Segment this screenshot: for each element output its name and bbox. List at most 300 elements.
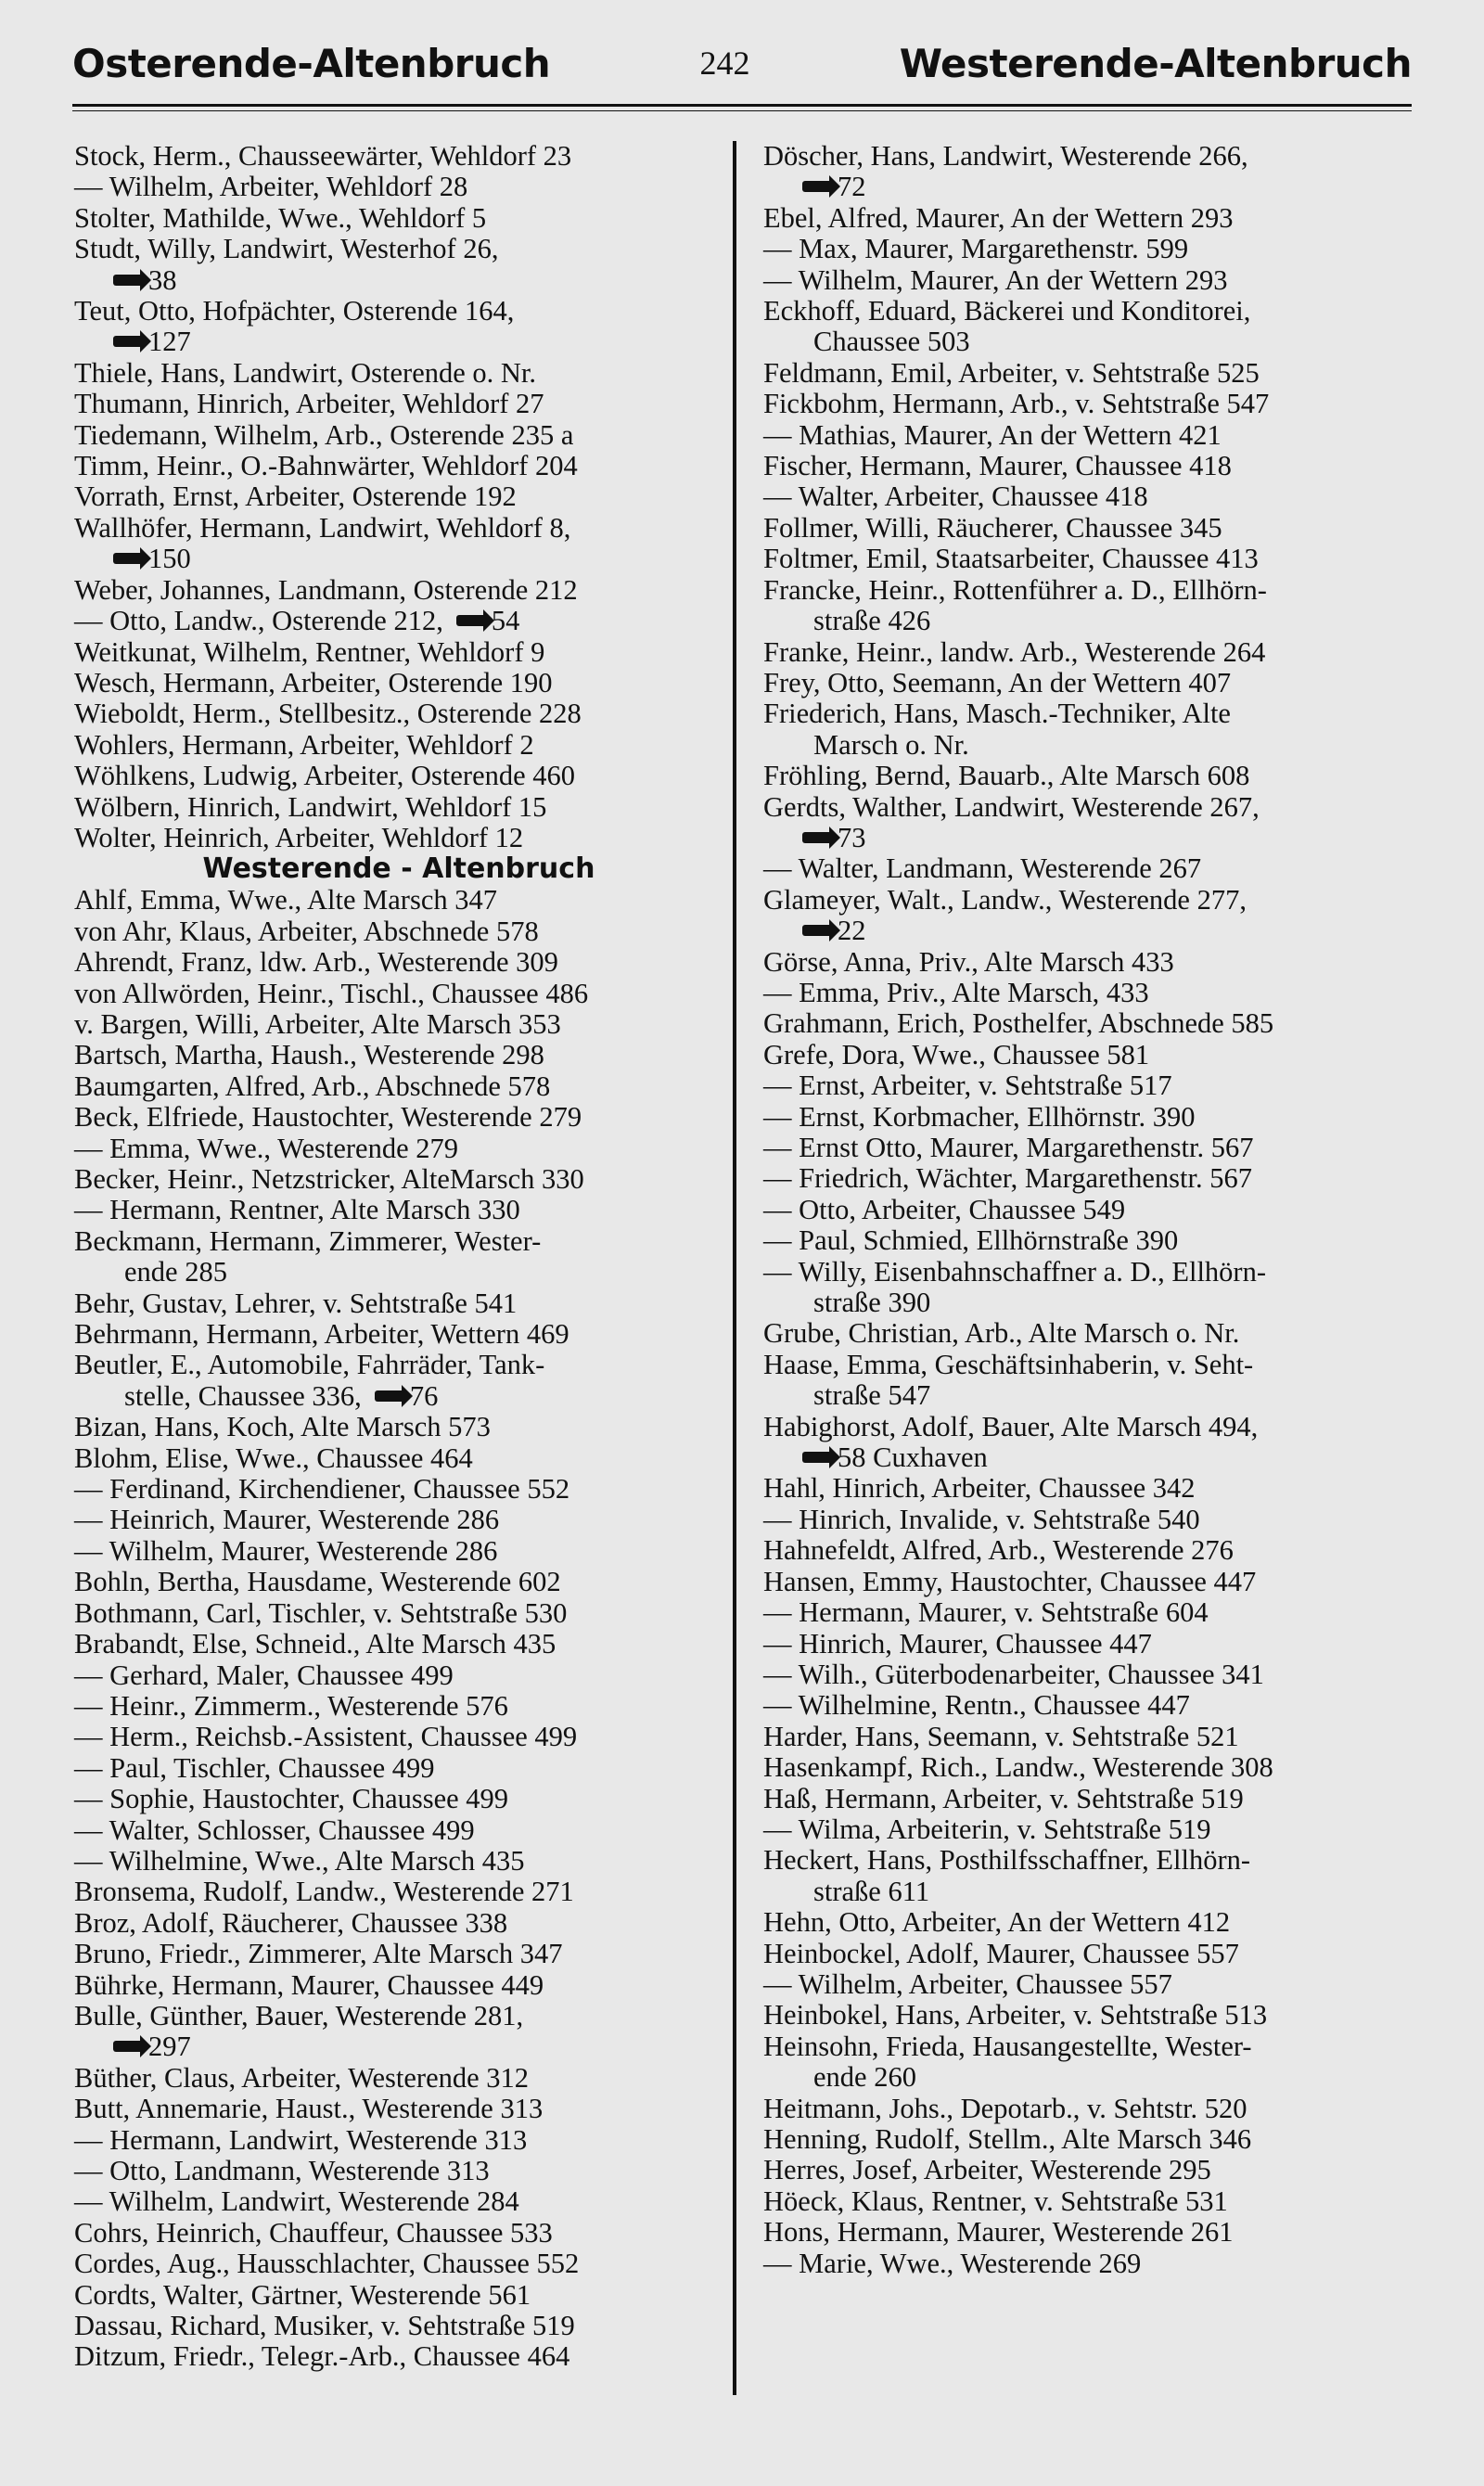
directory-entry	[763, 2094, 1413, 2124]
entry-text: — Hermann, Maurer, v. Sehtstraße 604	[763, 1596, 1209, 1629]
entry-text: — Paul, Schmied, Ellhörnstraße 390	[763, 1224, 1179, 1257]
directory-entry	[74, 1505, 723, 1535]
directory-entry	[763, 1939, 1413, 1969]
entry-text: — Max, Maurer, Margarethenstr. 599	[763, 233, 1189, 265]
entry-text: Görse, Anna, Priv., Alte Marsch 433	[763, 945, 1174, 978]
directory-entry	[74, 761, 723, 791]
directory-entry	[74, 358, 723, 389]
directory-entry	[74, 2249, 723, 2279]
directory-entry	[74, 1567, 723, 1597]
entry-text: 127	[148, 326, 191, 358]
entry-text: Heinsohn, Frieda, Hausangestellte, Wester-	[763, 2030, 1252, 2062]
entry-text: Hasenkampf, Rich., Landw., Westerende 308	[763, 1751, 1273, 1784]
directory-entry	[74, 1629, 723, 1659]
directory-entry	[763, 1070, 1413, 1101]
entry-text: Hahnefeldt, Alfred, Arb., Westerende 276	[763, 1534, 1234, 1567]
entry-text: Glameyer, Walt., Landw., Westerende 277,	[763, 883, 1247, 916]
phone-line	[763, 916, 1413, 946]
entry-text: — Ernst, Arbeiter, v. Sehtstraße 517	[763, 1070, 1172, 1102]
phone-line	[74, 265, 723, 296]
entry-text: Weber, Johannes, Landmann, Osterende 212	[74, 573, 578, 606]
entry-text: Habighorst, Adolf, Bauer, Alte Marsch 494,	[763, 1410, 1259, 1442]
directory-entry	[74, 2186, 723, 2217]
directory-entry	[74, 979, 723, 1009]
entry-text: — Heinrich, Maurer, Westerende 286	[74, 1504, 500, 1536]
entry-text: Cordes, Aug., Hausschlachter, Chaussee 552	[74, 2248, 580, 2280]
directory-entry	[74, 1443, 723, 1474]
phone-line	[74, 2031, 723, 2062]
directory-entry	[74, 2280, 723, 2311]
directory-entry	[74, 389, 723, 419]
entry-text: Behr, Gustav, Lehrer, v. Sehtstraße 541	[74, 1287, 518, 1319]
entry-text: Bothmann, Carl, Tischler, v. Sehtstraße 530	[74, 1596, 568, 1629]
directory-entry	[763, 2186, 1413, 2217]
entry-text: Studt, Willy, Landwirt, Westerhof 26,	[74, 233, 499, 265]
directory-entry	[74, 2156, 723, 2186]
directory-entry	[74, 2001, 723, 2031]
directory-entry	[763, 730, 1413, 761]
directory-entry	[74, 730, 723, 761]
entry-text: Heinbockel, Adolf, Maurer, Chaussee 557	[763, 1937, 1239, 1969]
directory-entry	[763, 1505, 1413, 1535]
directory-entry	[74, 1908, 723, 1939]
entry-text: Bronsema, Rudolf, Landw., Westerende 271	[74, 1876, 574, 1908]
directory-entry	[763, 1102, 1413, 1133]
entry-text: Fischer, Hermann, Maurer, Chaussee 418	[763, 450, 1232, 482]
entry-text: von Ahr, Klaus, Arbeiter, Abschnede 578	[74, 915, 539, 947]
entry-text: Bizan, Hans, Koch, Alte Marsch 573	[74, 1411, 491, 1443]
entry-text: Follmer, Willi, Räucherer, Chaussee 345	[763, 511, 1222, 544]
directory-entry	[74, 1071, 723, 1102]
directory-entry	[763, 1969, 1413, 2000]
entry-text: Tiedemann, Wilhelm, Arb., Osterende 235 a	[74, 418, 574, 451]
directory-entry	[74, 513, 723, 544]
telephone-icon	[802, 1452, 832, 1463]
directory-entry	[763, 1040, 1413, 1070]
entry-text: — Gerhard, Maler, Chaussee 499	[74, 1659, 454, 1691]
entry-text: Butt, Annemarie, Haust., Westerende 313	[74, 2093, 544, 2125]
directory-entry	[74, 1691, 723, 1722]
directory-entry	[74, 1474, 723, 1505]
entry-text: — Otto, Landw., Osterende 212,	[74, 605, 443, 637]
telephone-icon	[802, 925, 832, 936]
directory-entry	[74, 1102, 723, 1133]
entry-text: Grahmann, Erich, Posthelfer, Abschnede 585	[763, 1007, 1274, 1040]
directory-entry	[74, 1195, 723, 1225]
entry-text: Broz, Adolf, Räucherer, Chaussee 338	[74, 1906, 508, 1939]
entry-text: Hehn, Otto, Arbeiter, An der Wettern 412	[763, 1906, 1231, 1939]
directory-entry	[74, 420, 723, 451]
entry-text: — Hinrich, Invalide, v. Sehtstraße 540	[763, 1503, 1200, 1535]
entry-text: Bohln, Bertha, Hausdame, Westerende 602	[74, 1566, 561, 1598]
directory-entry	[763, 1814, 1413, 1845]
directory-entry	[74, 1660, 723, 1691]
directory-entry	[763, 1567, 1413, 1597]
phone-line	[763, 172, 1413, 202]
entry-text: — Walter, Arbeiter, Chaussee 418	[763, 481, 1148, 513]
directory-entry	[74, 606, 723, 636]
directory-entry	[763, 1133, 1413, 1163]
directory-entry	[74, 141, 723, 172]
entry-text: Gerdts, Walther, Landwirt, Westerende 267,	[763, 790, 1260, 823]
entry-text: Stock, Herm., Chausseewärter, Wehldorf 23	[74, 140, 572, 172]
phone-number: 76	[409, 1379, 439, 1412]
directory-entry	[763, 698, 1413, 729]
directory-entry	[763, 1195, 1413, 1225]
directory-entry	[763, 2031, 1413, 2062]
entry-text: — Otto, Arbeiter, Chaussee 549	[763, 1193, 1126, 1225]
directory-entry	[74, 481, 723, 512]
directory-entry	[74, 792, 723, 823]
entry-text: Ahrendt, Franz, ldw. Arb., Westerende 309	[74, 946, 558, 979]
entry-text: Blohm, Elise, Wwe., Chaussee 464	[74, 1442, 473, 1474]
directory-entry	[763, 1690, 1413, 1721]
entry-text: Heitmann, Johs., Depotarb., v. Sehtstr. 520	[763, 2092, 1247, 2124]
entry-text: Höeck, Klaus, Rentner, v. Sehtstraße 531	[763, 2185, 1228, 2217]
directory-entry	[763, 885, 1413, 916]
directory-entry	[763, 1722, 1413, 1752]
directory-entry	[74, 1753, 723, 1784]
entry-text: — Otto, Landmann, Westerende 313	[74, 2155, 490, 2186]
directory-entry	[763, 947, 1413, 978]
entry-text: — Hinrich, Maurer, Chaussee 447	[763, 1627, 1152, 1659]
directory-entry	[74, 1134, 723, 1164]
entry-text: Francke, Heinr., Rottenführer a. D., Ellhörn-	[763, 573, 1267, 606]
directory-entry	[763, 296, 1413, 327]
right-column	[763, 141, 1413, 2279]
directory-entry	[763, 1659, 1413, 1690]
entry-text: Brabandt, Else, Schneid., Alte Marsch 435	[74, 1628, 556, 1660]
directory-entry	[74, 698, 723, 729]
directory-entry	[763, 1288, 1413, 1318]
entry-text: straße 611	[813, 1875, 930, 1907]
entry-text: Haß, Hermann, Arbeiter, v. Sehtstraße 519	[763, 1782, 1244, 1814]
entry-text: 73	[838, 821, 866, 853]
telephone-icon	[113, 2041, 143, 2052]
entry-text: — Wilhelmine, Rentn., Chaussee 447	[763, 1689, 1190, 1722]
directory-entry	[763, 234, 1413, 264]
directory-entry	[763, 481, 1413, 512]
entry-text: — Emma, Wwe., Westerende 279	[74, 1132, 458, 1164]
directory-entry	[74, 1536, 723, 1567]
entry-text: — Wilhelm, Arbeiter, Wehldorf 28	[74, 171, 468, 203]
telephone-icon	[802, 181, 832, 192]
directory-entry	[74, 637, 723, 668]
entry-text: Döscher, Hans, Landwirt, Westerende 266,	[763, 140, 1248, 172]
directory-entry	[74, 575, 723, 606]
entry-text: straße 426	[813, 605, 931, 637]
directory-entry	[763, 1845, 1413, 1876]
directory-entry	[763, 637, 1413, 668]
directory-entry	[74, 1226, 723, 1257]
directory-entry	[763, 1877, 1413, 1907]
entry-text: Thumann, Hinrich, Arbeiter, Wehldorf 27	[74, 388, 544, 420]
entry-text: ende 260	[813, 2061, 916, 2094]
directory-entry	[74, 668, 723, 698]
entry-text: Stolter, Mathilde, Wwe., Wehldorf 5	[74, 201, 487, 234]
directory-entry	[74, 203, 723, 234]
entry-text: Fickbohm, Hermann, Arb., v. Sehtstraße 547	[763, 388, 1270, 420]
telephone-icon	[375, 1390, 404, 1402]
directory-entry	[763, 513, 1413, 544]
directory-entry	[763, 606, 1413, 636]
page-header	[72, 35, 1412, 91]
entry-text: Ahlf, Emma, Wwe., Alte Marsch 347	[74, 884, 497, 916]
entry-text: Wohlers, Hermann, Arbeiter, Wehldorf 2	[74, 728, 534, 761]
directory-entry	[74, 885, 723, 916]
directory-entry	[74, 1598, 723, 1629]
directory-entry	[74, 1939, 723, 1969]
entry-text: — Walter, Landmann, Westerende 267	[763, 852, 1202, 885]
directory-entry	[74, 1350, 723, 1380]
entry-text: 58 Cuxhaven	[838, 1442, 988, 1474]
directory-entry	[74, 2218, 723, 2249]
entry-text: 22	[838, 915, 866, 947]
entry-text: Harder, Hans, Seemann, v. Sehtstraße 521	[763, 1720, 1239, 1752]
entry-text: Hahl, Hinrich, Arbeiter, Chaussee 342	[763, 1472, 1196, 1505]
entry-text: — Friedrich, Wächter, Margarethenstr. 567	[763, 1162, 1253, 1195]
column-divider	[733, 141, 736, 2395]
entry-text: Behrmann, Hermann, Arbeiter, Wettern 469	[74, 1318, 569, 1351]
entry-text: Haase, Emma, Geschäftsinhaberin, v. Seht-	[763, 1348, 1254, 1380]
entry-text: 150	[148, 543, 191, 575]
telephone-icon	[113, 336, 143, 347]
entry-text: — Hermann, Rentner, Alte Marsch 330	[74, 1194, 520, 1226]
telephone-icon	[802, 832, 832, 843]
directory-entry	[74, 1877, 723, 1907]
entry-text: Bührke, Hermann, Maurer, Chaussee 449	[74, 1968, 544, 2001]
directory-entry	[74, 1722, 723, 1752]
directory-entry	[763, 792, 1413, 823]
entry-text: ende 285	[124, 1256, 227, 1288]
entry-text: Eckhoff, Eduard, Bäckerei und Konditorei,	[763, 295, 1251, 327]
entry-text: Baumgarten, Alfred, Arb., Abschnede 578	[74, 1070, 551, 1102]
entry-text: Westerende - Altenbruch	[202, 852, 595, 886]
phone-line	[763, 823, 1413, 853]
directory-entry	[74, 451, 723, 481]
directory-entry	[74, 1970, 723, 2001]
entry-text: — Herm., Reichsb.-Assistent, Chaussee 499	[74, 1721, 578, 1753]
entry-text: — Ernst, Korbmacher, Ellhörnstr. 390	[763, 1100, 1196, 1133]
directory-entry	[763, 575, 1413, 606]
entry-text: — Wilhelm, Maurer, Westerende 286	[74, 1534, 498, 1567]
entry-text: Wesch, Hermann, Arbeiter, Osterende 190	[74, 666, 553, 698]
directory-entry	[763, 761, 1413, 791]
running-head-left: Osterende-Altenbruch	[72, 40, 551, 86]
directory-entry	[763, 1907, 1413, 1938]
directory-entry	[74, 916, 723, 947]
entry-text: — Heinr., Zimmerm., Westerende 576	[74, 1689, 508, 1722]
entry-text: — Wilhelm, Landwirt, Westerende 284	[74, 2185, 519, 2218]
page-number: 242	[699, 45, 750, 82]
directory-entry	[74, 1009, 723, 1040]
directory-entry	[74, 823, 723, 853]
directory-entry	[763, 1752, 1413, 1783]
entry-text: Beutler, E., Automobile, Fahrräder, Tank-	[74, 1349, 545, 1381]
entry-text: 297	[148, 2031, 191, 2063]
directory-entry	[74, 1381, 723, 1412]
directory-entry	[763, 2124, 1413, 2155]
directory-entry	[763, 327, 1413, 357]
entry-text: Cohrs, Heinrich, Chauffeur, Chaussee 533	[74, 2216, 553, 2249]
entry-text: — Willy, Eisenbahnschaffner a. D., Ellhörn-	[763, 1255, 1266, 1288]
directory-entry	[74, 947, 723, 978]
entry-text: — Ferdinand, Kirchendiener, Chaussee 552	[74, 1473, 570, 1506]
directory-entry	[763, 203, 1413, 234]
entry-text: Marsch o. Nr.	[813, 728, 969, 761]
entry-text: Foltmer, Emil, Staatsarbeiter, Chaussee 413	[763, 543, 1259, 575]
entry-text: v. Bargen, Willi, Arbeiter, Alte Marsch 353	[74, 1007, 561, 1040]
directory-entry	[74, 1412, 723, 1442]
directory-entry	[763, 389, 1413, 419]
directory-entry	[74, 234, 723, 264]
entry-text: — Paul, Tischler, Chaussee 499	[74, 1751, 435, 1784]
entry-text: — Wilhelmine, Wwe., Alte Marsch 435	[74, 1844, 525, 1877]
directory-entry	[74, 172, 723, 202]
entry-text: Herres, Josef, Arbeiter, Westerende 295	[763, 2154, 1211, 2186]
entry-text: Ebel, Alfred, Maurer, An der Wettern 293	[763, 201, 1234, 234]
entry-text: Grube, Christian, Arb., Alte Marsch o. Nr.	[763, 1317, 1240, 1350]
phone-line	[763, 1442, 1413, 1473]
entry-text: von Allwörden, Heinr., Tischl., Chaussee 486	[74, 977, 589, 1009]
entry-text: Dassau, Richard, Musiker, v. Sehtstraße 519	[74, 2310, 575, 2342]
entry-text: stelle, Chaussee 336,	[124, 1379, 362, 1412]
entry-text: — Wilhelm, Maurer, An der Wettern 293	[763, 263, 1228, 296]
section-heading	[74, 853, 723, 885]
phone-line	[74, 327, 723, 357]
directory-entry	[763, 1535, 1413, 1566]
entry-text: — Wilma, Arbeiterin, v. Sehtstraße 519	[763, 1813, 1211, 1845]
directory-entry	[74, 1815, 723, 1846]
directory-entry	[763, 1597, 1413, 1628]
running-head-right: Westerende-Altenbruch	[899, 40, 1412, 86]
entry-text: straße 390	[813, 1287, 931, 1319]
entry-text: Chaussee 503	[813, 326, 970, 358]
entry-text: — Wilhelm, Arbeiter, Chaussee 557	[763, 1967, 1172, 2000]
directory-entry	[763, 2062, 1413, 2093]
directory-entry	[74, 1164, 723, 1195]
entry-text: Grefe, Dora, Wwe., Chaussee 581	[763, 1038, 1150, 1070]
directory-entry	[763, 2000, 1413, 2031]
directory-entry	[763, 1257, 1413, 1288]
directory-entry	[763, 1225, 1413, 1256]
entry-text: Wolter, Heinrich, Arbeiter, Wehldorf 12	[74, 821, 524, 853]
entry-text: Beckmann, Hermann, Zimmerer, Wester-	[74, 1224, 542, 1257]
directory-entry	[74, 2063, 723, 2094]
directory-entry	[74, 1288, 723, 1319]
entry-text: Friederich, Hans, Masch.-Techniker, Alte	[763, 698, 1231, 730]
entry-text: Vorrath, Ernst, Arbeiter, Osterende 192	[74, 481, 517, 513]
directory-entry	[763, 1008, 1413, 1039]
entry-text: Franke, Heinr., landw. Arb., Westerende 264	[763, 635, 1266, 668]
entry-text: Heinbokel, Hans, Arbeiter, v. Sehtstraße 513	[763, 1999, 1268, 2031]
directory-entry	[763, 1473, 1413, 1504]
entry-text: Heckert, Hans, Posthilfsschaffner, Ellhörn-	[763, 1844, 1251, 1877]
entry-text: — Emma, Priv., Alte Marsch, 433	[763, 976, 1149, 1008]
entry-text: Weitkunat, Wilhelm, Rentner, Wehldorf 9	[74, 635, 545, 668]
directory-entry	[763, 2155, 1413, 2185]
entry-text: Timm, Heinr., O.-Bahnwärter, Wehldorf 204	[74, 450, 578, 482]
entry-text: Teut, Otto, Hofpächter, Osterende 164,	[74, 295, 515, 327]
entry-text: Cordts, Walter, Gärtner, Westerende 561	[74, 2278, 531, 2311]
entry-text: Wieboldt, Herm., Stellbesitz., Osterende 228	[74, 698, 582, 730]
entry-text: Feldmann, Emil, Arbeiter, v. Sehtstraße 525	[763, 356, 1260, 389]
telephone-icon	[456, 615, 486, 626]
entry-text: Hansen, Emmy, Haustochter, Chaussee 447	[763, 1565, 1257, 1597]
entry-text: Frey, Otto, Seemann, An der Wettern 407	[763, 666, 1232, 698]
entry-text: Büther, Claus, Arbeiter, Westerende 312	[74, 2061, 530, 2094]
entry-text: Bruno, Friedr., Zimmerer, Alte Marsch 347	[74, 1938, 563, 1970]
entry-text: Hons, Hermann, Maurer, Westerende 261	[763, 2216, 1234, 2249]
directory-entry	[763, 853, 1413, 884]
entry-text: Beck, Elfriede, Haustochter, Westerende 279	[74, 1101, 582, 1134]
directory-entry	[74, 2311, 723, 2341]
entry-text: 72	[838, 171, 866, 203]
entry-text: Wöhlkens, Ludwig, Arbeiter, Osterende 460	[74, 760, 576, 792]
entry-text: — Marie, Wwe., Westerende 269	[763, 2247, 1142, 2279]
entry-text: — Wilh., Güterbodenarbeiter, Chaussee 341	[763, 1658, 1264, 1690]
entry-text: Becker, Heinr., Netzstricker, AlteMarsch 330	[74, 1163, 584, 1195]
entry-text: — Walter, Schlosser, Chaussee 499	[74, 1813, 475, 1846]
entry-text: Bulle, Günther, Bauer, Westerende 281,	[74, 1999, 524, 2031]
entry-text: 38	[148, 263, 177, 296]
directory-entry	[74, 296, 723, 327]
directory-entry	[763, 1318, 1413, 1349]
directory-entry	[763, 544, 1413, 574]
entry-text: Ditzum, Friedr., Telegr.-Arb., Chaussee 464	[74, 2340, 570, 2373]
entry-text: Fröhling, Bernd, Bauarb., Alte Marsch 608	[763, 760, 1250, 792]
entry-text: Wölbern, Hinrich, Landwirt, Wehldorf 15	[74, 790, 547, 823]
directory-entry	[763, 2217, 1413, 2248]
phone-number: 54	[491, 605, 520, 637]
telephone-icon	[113, 553, 143, 564]
phone-line	[74, 544, 723, 574]
directory-entry	[74, 2094, 723, 2124]
directory-entry	[763, 358, 1413, 389]
directory-entry	[74, 1784, 723, 1814]
directory-entry	[763, 1629, 1413, 1659]
entry-text: — Hermann, Landwirt, Westerende 313	[74, 2123, 528, 2156]
directory-entry	[74, 1319, 723, 1350]
entry-text: Bartsch, Martha, Haush., Westerende 298	[74, 1039, 544, 1071]
directory-entry	[74, 2125, 723, 2156]
directory-entry	[763, 1412, 1413, 1442]
directory-entry	[74, 2341, 723, 2372]
directory-entry	[74, 1257, 723, 1288]
entry-text: Thiele, Hans, Landwirt, Osterende o. Nr.	[74, 356, 537, 389]
directory-entry	[763, 2249, 1413, 2279]
directory-entry	[74, 1040, 723, 1070]
header-rule	[72, 104, 1412, 111]
directory-entry	[763, 978, 1413, 1008]
directory-entry	[74, 1846, 723, 1877]
directory-entry	[763, 141, 1413, 172]
telephone-icon	[113, 275, 143, 286]
entry-text: — Ernst Otto, Maurer, Margarethenstr. 567	[763, 1132, 1254, 1163]
directory-entry	[763, 668, 1413, 698]
directory-entry	[763, 420, 1413, 451]
directory-entry	[763, 265, 1413, 296]
directory-entry	[763, 1163, 1413, 1194]
directory-entry	[763, 1380, 1413, 1411]
entry-text: — Sophie, Haustochter, Chaussee 499	[74, 1783, 509, 1815]
directory-entry	[763, 1784, 1413, 1814]
left-column	[74, 141, 723, 2373]
entry-text: straße 547	[813, 1379, 931, 1412]
entry-text: Henning, Rudolf, Stellm., Alte Marsch 346	[763, 2123, 1252, 2155]
entry-text: Wallhöfer, Hermann, Landwirt, Wehldorf 8,	[74, 511, 571, 544]
entry-text: — Mathias, Maurer, An der Wettern 421	[763, 418, 1222, 451]
